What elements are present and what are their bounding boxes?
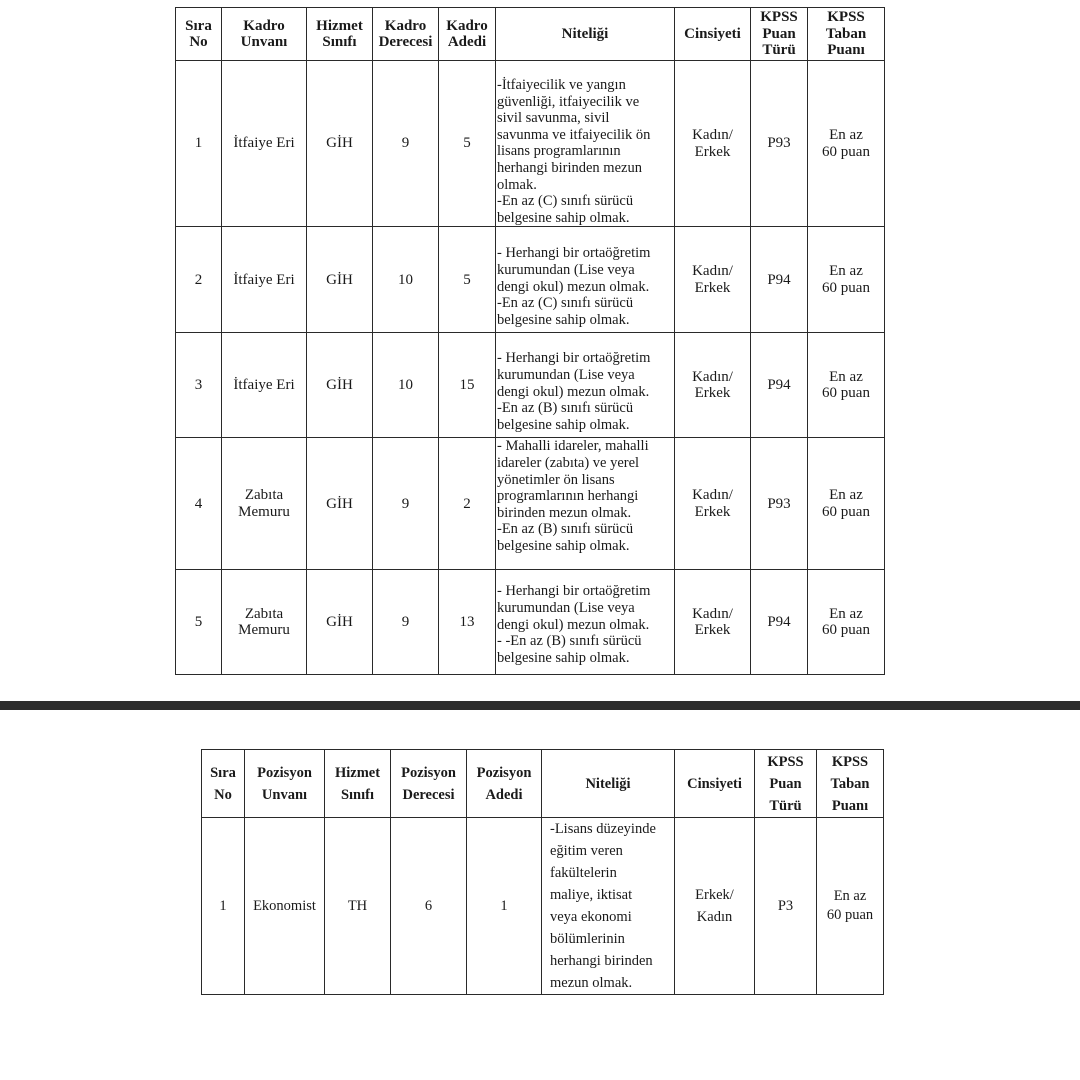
cell-hizmet-sinifi: GİH (307, 570, 373, 675)
cell-kpss-puan-turu: P94 (751, 570, 808, 675)
cell-kadro-adedi: 15 (439, 333, 496, 438)
section-divider (0, 701, 1080, 710)
cell-sira-no: 1 (176, 61, 222, 227)
header-hizmet-sinifi: Hizmet Sınıfı (307, 8, 373, 61)
header-kadro-unvani: Kadro Unvanı (222, 8, 307, 61)
cell-sira-no: 1 (202, 818, 245, 995)
table-row (176, 570, 885, 675)
header-kpss-taban-puani: KPSS Taban Puanı (808, 8, 885, 61)
cell-kadro-unvani: Zabıta Memuru (222, 438, 307, 570)
header-row (202, 750, 884, 818)
cell-kpss-taban-puani: En az 60 puan (808, 333, 885, 438)
cell-kpss-taban-puani: En az 60 puan (817, 818, 884, 995)
header-kpss-taban-puani: KPSS Taban Puanı (817, 750, 884, 818)
header-sira-no: Sıra No (202, 750, 245, 818)
header-kpss-puan-turu: KPSS Puan Türü (751, 8, 808, 61)
cell-kpss-puan-turu: P3 (755, 818, 817, 995)
cell-sira-no: 4 (176, 438, 222, 570)
cell-kadro-unvani: İtfaiye Eri (222, 61, 307, 227)
header-sira-no: Sıra No (176, 8, 222, 61)
table-row (176, 61, 885, 227)
cell-kpss-puan-turu: P94 (751, 333, 808, 438)
header-row (176, 8, 885, 61)
header-pozisyon-adedi: Pozisyon Adedi (467, 750, 542, 818)
cell-kadro-adedi: 13 (439, 570, 496, 675)
cell-kadro-adedi: 2 (439, 438, 496, 570)
cell-pozisyon-adedi: 1 (467, 818, 542, 995)
header-cinsiyeti: Cinsiyeti (675, 750, 755, 818)
cell-kpss-taban-puani: En az 60 puan (808, 438, 885, 570)
cell-cinsiyeti: Kadın/ Erkek (675, 570, 751, 675)
cell-niteligi: - Herhangi bir ortaöğretim kurumundan (Lise veya dengi okul) mezun olmak. -En az (C) sınıfı sürücü belgesine sahip olmak. (496, 227, 675, 333)
cell-niteligi: - Herhangi bir ortaöğretim kurumundan (Lise veya dengi okul) mezun olmak. - -En az (B) sınıfı sürücü belgesine sahip olmak. (496, 570, 675, 675)
header-niteligi: Niteliği (542, 750, 675, 818)
cell-kadro-derecesi: 9 (373, 61, 439, 227)
cell-kadro-unvani: İtfaiye Eri (222, 227, 307, 333)
table-row (176, 438, 885, 570)
cell-cinsiyeti: Erkek/ Kadın (675, 818, 755, 995)
cell-kadro-derecesi: 10 (373, 227, 439, 333)
cell-kadro-unvani: İtfaiye Eri (222, 333, 307, 438)
cell-sira-no: 3 (176, 333, 222, 438)
pozisyon-table (201, 749, 884, 995)
cell-kadro-adedi: 5 (439, 61, 496, 227)
cell-cinsiyeti: Kadın/ Erkek (675, 61, 751, 227)
header-kadro-derecesi: Kadro Derecesi (373, 8, 439, 61)
cell-sira-no: 5 (176, 570, 222, 675)
header-niteligi: Niteliği (496, 8, 675, 61)
cell-kadro-adedi: 5 (439, 227, 496, 333)
cell-cinsiyeti: Kadın/ Erkek (675, 333, 751, 438)
header-kadro-adedi: Kadro Adedi (439, 8, 496, 61)
cell-pozisyon-derecesi: 6 (391, 818, 467, 995)
cell-kadro-derecesi: 10 (373, 333, 439, 438)
cell-cinsiyeti: Kadın/ Erkek (675, 227, 751, 333)
cell-kpss-puan-turu: P93 (751, 61, 808, 227)
cell-kpss-taban-puani: En az 60 puan (808, 227, 885, 333)
cell-hizmet-sinifi: GİH (307, 438, 373, 570)
cell-hizmet-sinifi: GİH (307, 227, 373, 333)
cell-hizmet-sinifi: GİH (307, 333, 373, 438)
cell-kpss-puan-turu: P93 (751, 438, 808, 570)
table-row (176, 227, 885, 333)
header-kpss-puan-turu: KPSS Puan Türü (755, 750, 817, 818)
header-cinsiyeti: Cinsiyeti (675, 8, 751, 61)
cell-hizmet-sinifi: TH (325, 818, 391, 995)
cell-kadro-unvani: Zabıta Memuru (222, 570, 307, 675)
cell-sira-no: 2 (176, 227, 222, 333)
cell-niteligi: -Lisans düzeyinde eğitim veren fakültelerin maliye, iktisat veya ekonomi bölümlerinin herhangi birinden mezun olmak. (542, 818, 675, 995)
cell-niteligi: - Herhangi bir ortaöğretim kurumundan (Lise veya dengi okul) mezun olmak. -En az (B) sınıfı sürücü belgesine sahip olmak. (496, 333, 675, 438)
cell-kadro-derecesi: 9 (373, 570, 439, 675)
cell-pozisyon-unvani: Ekonomist (245, 818, 325, 995)
header-pozisyon-unvani: Pozisyon Unvanı (245, 750, 325, 818)
cell-niteligi: -İtfaiyecilik ve yangın güvenliği, itfaiyecilik ve sivil savunma, sivil savunma ve itfaiyecilik ön lisans programlarının herhangi birinden mezun olmak. -En az (C) sınıfı sürücü belgesine sahip olmak. (496, 61, 675, 227)
header-pozisyon-derecesi: Pozisyon Derecesi (391, 750, 467, 818)
kadro-table (175, 7, 885, 675)
cell-kpss-taban-puani: En az 60 puan (808, 61, 885, 227)
cell-kadro-derecesi: 9 (373, 438, 439, 570)
header-hizmet-sinifi: Hizmet Sınıfı (325, 750, 391, 818)
cell-kpss-puan-turu: P94 (751, 227, 808, 333)
cell-kpss-taban-puani: En az 60 puan (808, 570, 885, 675)
cell-niteligi: - Mahalli idareler, mahalli idareler (zabıta) ve yerel yönetimler ön lisans programlarının herhangi birinden mezun olmak. -En az (B) sınıfı sürücü belgesine sahip olmak. (496, 438, 675, 570)
cell-hizmet-sinifi: GİH (307, 61, 373, 227)
table-row (202, 818, 884, 995)
cell-cinsiyeti: Kadın/ Erkek (675, 438, 751, 570)
table-row (176, 333, 885, 438)
